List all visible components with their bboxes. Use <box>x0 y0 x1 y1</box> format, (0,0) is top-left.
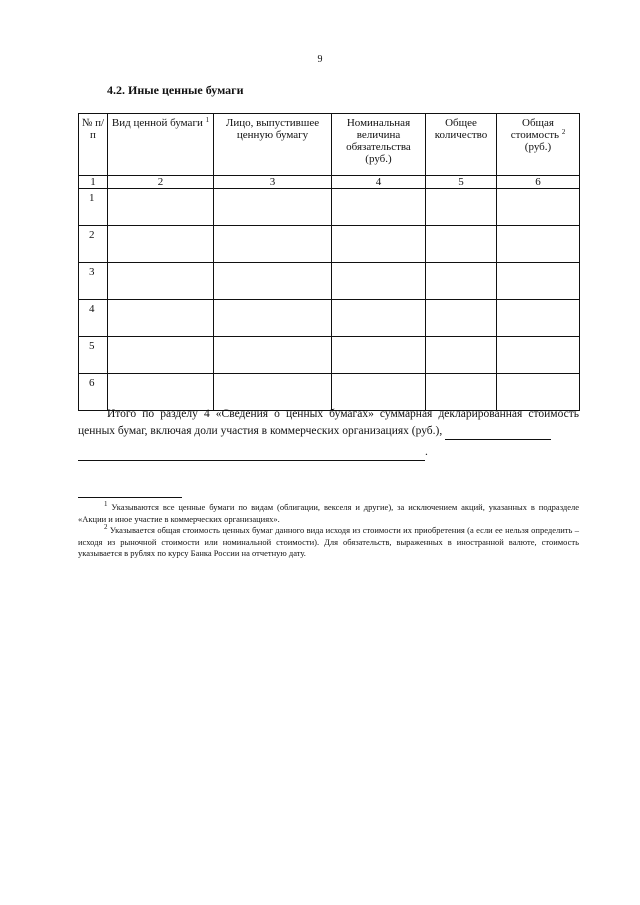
table-row <box>79 374 580 411</box>
table-cell[interactable] <box>332 300 426 337</box>
table-cell[interactable] <box>497 263 580 300</box>
table-row <box>79 337 580 374</box>
table-cell[interactable] <box>214 189 332 226</box>
header-cell-issuer: Лицо, выпустившее ценную бумагу <box>214 114 332 176</box>
column-number: 5 <box>426 176 497 189</box>
section-title: 4.2. Иные ценные бумаги <box>107 83 244 97</box>
summary-text: Итого по разделу 4 «Сведения о ценных бумагах» суммарная декларированная стоимость ценных бумаг, включая доли участия в коммерческих организациях (руб.), <box>78 408 579 437</box>
table-cell[interactable] <box>497 300 580 337</box>
table-cell[interactable] <box>108 374 214 411</box>
column-number-row <box>79 176 580 189</box>
table-cell[interactable] <box>332 189 426 226</box>
column-number: 2 <box>108 176 214 189</box>
page-number: 9 <box>317 54 323 65</box>
row-number: 6 <box>79 374 108 411</box>
table-row <box>79 189 580 226</box>
table-cell[interactable] <box>108 337 214 374</box>
total-value-blank-continued[interactable] <box>78 449 425 461</box>
table-cell[interactable] <box>108 300 214 337</box>
table-row <box>79 263 580 300</box>
row-number: 4 <box>79 300 108 337</box>
header-cell-total-value: Общая стоимость $^2$ (руб.) <box>497 114 580 176</box>
table-cell[interactable] <box>332 374 426 411</box>
table-cell[interactable] <box>497 374 580 411</box>
row-number: 3 <box>79 263 108 300</box>
column-number: 3 <box>214 176 332 189</box>
table-cell[interactable] <box>214 300 332 337</box>
header-cell-nominal-value: Номинальная величина обязательства (руб.) <box>332 114 426 176</box>
table-cell[interactable] <box>426 226 497 263</box>
table-cell[interactable] <box>426 374 497 411</box>
table-cell[interactable] <box>108 263 214 300</box>
table-cell[interactable] <box>497 226 580 263</box>
table-row <box>79 300 580 337</box>
header-cell-quantity: Общее количество <box>426 114 497 176</box>
header-cell-number: № п/п <box>79 114 108 176</box>
total-value-blank[interactable] <box>445 428 551 440</box>
table-row <box>79 226 580 263</box>
summary-end-mark: . <box>425 446 428 458</box>
table-cell[interactable] <box>426 337 497 374</box>
footnotes <box>78 502 579 560</box>
table-cell[interactable] <box>214 374 332 411</box>
footnote-ref: 1 <box>205 116 210 124</box>
table-cell[interactable] <box>426 189 497 226</box>
table-cell[interactable] <box>497 189 580 226</box>
table-cell[interactable] <box>332 337 426 374</box>
table-cell[interactable] <box>332 263 426 300</box>
table-cell[interactable] <box>214 226 332 263</box>
column-number: 6 <box>497 176 580 189</box>
row-number: 1 <box>79 189 108 226</box>
table-cell[interactable] <box>108 189 214 226</box>
table-cell[interactable] <box>214 337 332 374</box>
table-cell[interactable] <box>426 300 497 337</box>
column-number: 4 <box>332 176 426 189</box>
header-cell-security-type: Вид ценной бумаги $^1$ <box>108 114 214 176</box>
row-number: 5 <box>79 337 108 374</box>
row-number: 2 <box>79 226 108 263</box>
table-cell[interactable] <box>108 226 214 263</box>
securities-table <box>78 113 580 411</box>
table-cell[interactable] <box>497 337 580 374</box>
column-number: 1 <box>79 176 108 189</box>
header-row <box>79 114 580 176</box>
table-cell[interactable] <box>426 263 497 300</box>
section-summary <box>78 406 579 461</box>
footnote-ref: 2 <box>561 128 566 136</box>
table-cell[interactable] <box>214 263 332 300</box>
footnote-divider <box>78 497 182 498</box>
footnote: $^1$ Указываются все ценные бумаги по видам (облигации, векселя и другие), за исключением акций, указанных в подразделе «Акции и иное участие в коммерческих организациях». <box>78 500 580 524</box>
footnote: $^2$ Указывается общая стоимость ценных бумаг данного вида исходя из стоимости их приобретения (а если ее нельзя определить – исходя из рыночной стоимости или номинальной стоимости). Для обязательств, выраженных в иностранной валюте, стоимость указывается в рублях по курсу Банка России на отчетную дату. <box>78 523 580 558</box>
table-cell[interactable] <box>332 226 426 263</box>
